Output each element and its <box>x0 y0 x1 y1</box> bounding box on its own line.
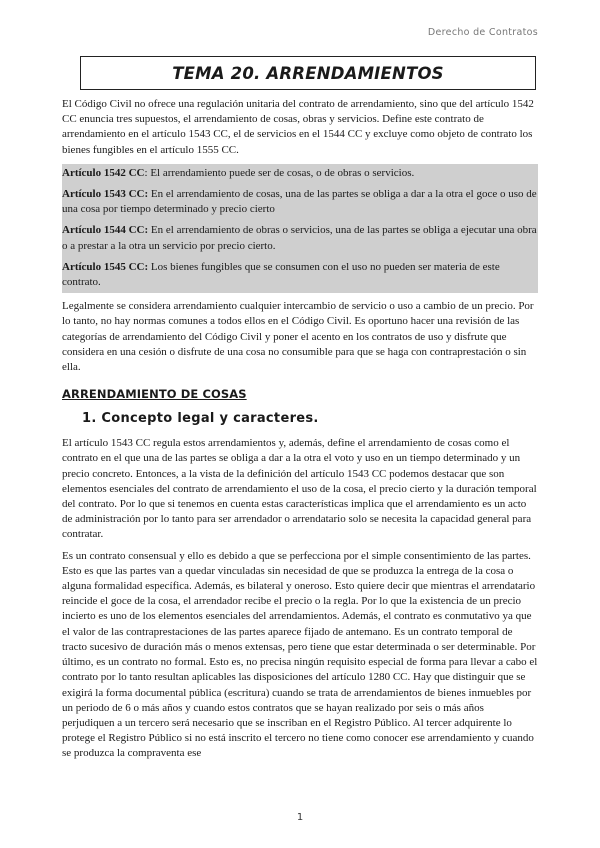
running-header: Derecho de Contratos <box>427 27 538 38</box>
title-box <box>80 56 536 90</box>
article-label: Artículo 1543 CC: <box>62 188 149 201</box>
subsection-heading: 1. Concepto legal y caracteres. <box>82 411 319 427</box>
page-number: 1 <box>296 812 304 823</box>
section-heading: ARRENDAMIENTO DE COSAS <box>62 387 247 402</box>
article-sep: : <box>144 166 148 179</box>
page-title: TEMA 20. ARRENDAMIENTOS <box>172 63 444 83</box>
article-1542 <box>62 166 538 181</box>
article-text: El arrendamiento puede ser de cosas, o de obras o servicios. <box>147 166 415 179</box>
article-label: Artículo 1545 CC: <box>62 260 149 273</box>
article-1544 <box>62 223 538 253</box>
body-paragraph-1: El artículo 1543 CC regula estos arrendamientos y, además, define el arrendamiento de cosas como el contrato en el que una de las partes se obliga a dar a la otra el voto y uso en un tiempo determinado y un precio concreto. Entonces, a la vista de la definición del artículo 1543 CC podemos destacar que son elementos esenciales del contrato de arrendamiento el uso de la cosa, el precio cierto y la duración temporal del contrato. Por lo que si tenemos en cuenta estas características implica que el arrendamiento es un acto de administración por lo tanto para ser arrendador o arrendatario solo se necesita la capacidad general para contratar. <box>62 437 537 541</box>
article-text: Los bienes fungibles que se consumen con el uso no pueden ser materia de este contrato. <box>62 260 500 289</box>
articles-box <box>62 164 538 293</box>
body-paragraph-2: Es un contrato consensual y ello es debido a que se perfecciona por el simple consentimiento de las partes. Esto es que las partes van a quedar vinculadas sin necesidad de que se produzca la entrega de la cosa o alguna formalidad específica. Además, es bilateral y oneroso. Esto quiere decir que mientras el arrendatario reincide el goce de la cosa, el arrendador recibe el precio o la regla. Por lo que la existencia de un precio incierto es uno de los elementos esenciales del arrendamientos. Además, el contrato es conmutativo ya que el valor de las contraprestaciones de las partes aparece fijado de antemano. Es un contrato temporal de tracto sucesivo de duración más o menos extensas, pero tiene que estar determinada o ser determinable. Por último, es un contrato no formal. Esto es, no precisa ningún requisito especial de forma para llevar a cabo el contrato por lo tanto resultan aplicables las disposiciones del artículo 1280 CC. Hay que distinguir que se exigirá la forma documental pública (escritura) cuando se trata de arrendamientos de bienes inmuebles por un periodo de 6 o más años y cuando estos contratos que se hayan realizado por seis o más años perjudiquen a un tercero será necesario que se inscriban en el Registro Público. Al tercer adquirente lo protege el Registro Público si no está inscrito el tercero no tiene como conocer ese arrendamiento y cuando se produzca la compraventa ese <box>62 549 538 760</box>
article-label: Artículo 1542 CC <box>62 166 145 179</box>
article-text: En el arrendamiento de obras o servicios, una de las partes se obliga a ejecutar una obra o a prestar a la otra un servicio por precio cierto. <box>62 224 537 252</box>
intro-paragraph: El Código Civil no ofrece una regulación unitaria del contrato de arrendamiento, sino que del artículo 1542 CC enuncia tres supuestos, el arrendamiento de cosas, obras y servicios. Define este contrato de arrendamiento en el artículo 1543 CC, el de servicios en el 1544 CC y excluye como objeto de contrato los bienes fungibles en el artículo 1555 CC. <box>62 98 534 156</box>
article-1545 <box>62 260 538 290</box>
article-label: Artículo 1544 CC: <box>62 224 149 237</box>
article-1543 <box>62 187 538 217</box>
legal-paragraph: Legalmente se considera arrendamiento cualquier intercambio de servicio o uso a cambio de un precio. Por lo tanto, no hay normas comunes a todos ellos en el Código Civil. Es oportuno hacer una revisión de las categorías de arrendamiento del Código Civil y poner el acento en los contratos de uso y disfrute que considera en una cesión o disfrute de una cosa no consumible para que se haga con contraprestación o sin ella. <box>62 300 534 374</box>
article-text: En el arrendamiento de cosas, una de las partes se obliga a dar a la otra el goce o uso de una cosa por tiempo determinado y precio cierto <box>62 188 537 216</box>
document-body <box>62 97 538 768</box>
